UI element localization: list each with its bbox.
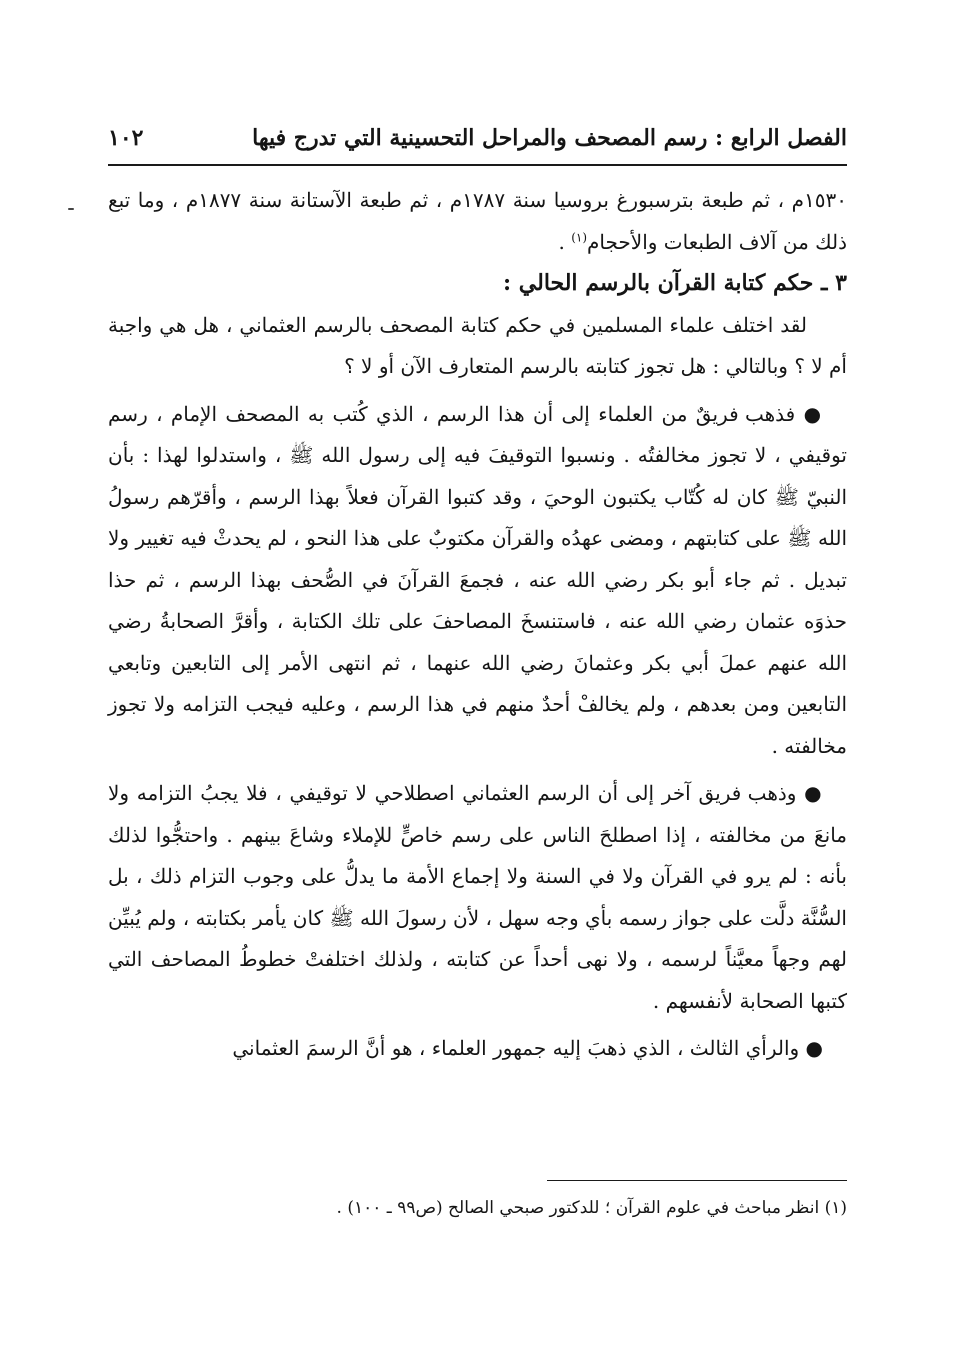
bullet-marker: ● [805, 1036, 823, 1060]
header-rule [108, 164, 847, 166]
bullet-paragraph-second-opinion [108, 773, 847, 1022]
bullet-text: فذهب فريقٌ من العلماء إلى أن هذا الرسم ، الذي كُتب به المصحف الإمام ، رسم توقيفي ، لا تجوز مخالفتُه . ونسبوا التوقيفَ فيه إلى رسول الله ﷺ ، واستدلوا لهذا : بأن النبيّ ﷺ كان له كُتّاب يكتبون الوحيَ ، وقد كتبوا القرآن فعلاً بهذا الرسم ، وأقرّهم رسولُ الله ﷺ على كتابتهم ، ومضى عهدُه والقرآن مكتوبٌ على هذا النحو ، لم يحدثْ فيه تغيير ولا تبديل . ثم جاء أبو بكر رضي الله عنه ، فجمعَ القرآنَ في الصُّحف بهذا الرسم ، ثم حذا حذوَه عثمان رضي الله عنه ، فاستنسخَ المصاحفَ على تلك الكتابة ، وأقرَّ الصحابةُ رضي الله عنهم عملَ أبي بكر وعثمانَ رضي الله عنهما ، ثم انتهى الأمر إلى التابعين وتابعي التابعين ومن بعدهم ، ولم يخالفْ أحدٌ منهم في هذا الرسم ، وعليه فيجب التزامه ولا تجوز مخالفته . [108, 401, 848, 758]
footnote [108, 1193, 847, 1223]
footnote-number: (١) [824, 1198, 847, 1218]
footnote-text: انظر مباحث في علوم القرآن ؛ للدكتور صبحي الصالح (ص٩٩ ـ ١٠٠) . [336, 1198, 820, 1218]
section-intro-paragraph: لقد اختلف علماء المسلمين في حكم كتابة المصحف بالرسم العثماني ، هل هي واجبة أم لا ؟ وبالتالي : هل تجوز كتابته بالرسم المتعارف الآن أو لا ؟ [108, 312, 847, 378]
bullet-marker: ● [804, 781, 823, 805]
chapter-title: الفصل الرابع : رسم المصحف والمراحل التحسينية التي تدرج فيها [252, 125, 847, 151]
intro-paragraph [108, 180, 847, 263]
footnote-rule [547, 1180, 847, 1181]
intro-end: . [558, 229, 572, 254]
page-number: ١٠٢ [108, 125, 144, 151]
bullet-marker: ● [803, 401, 824, 426]
scan-speck [68, 208, 74, 210]
bullet-text: والرأي الثالث ، الذي ذهبَ إليه جمهور العلماء ، هو أنَّ الرسمَ العثماني [232, 1036, 800, 1060]
running-header [108, 118, 847, 158]
bullet-paragraph-first-opinion [108, 394, 847, 768]
main-text [108, 180, 847, 1070]
bullet-text: وذهب فريق آخر إلى أن الرسم العثماني اصطلاحي لا توقيفي ، فلا يجبُ التزامه ولا مانعَ من مخالفته ، إذا اصطلحَ الناس على رسم خاصٍّ للإملاء وشاعَ بينهم . واحتجُّوا لذلك بأنه : لم يرو في القرآن ولا في السنة ولا إجماع الأمة ما يدلُّ على وجوب التزام ذلك ، بل السُّنَّة دلَّت على جواز رسمه بأي وجه سهل ، لأن رسولَ الله ﷺ كان يأمر بكتابته ، ولم يُبيِّن لهم وجهاً معيَّناً لرسمه ، ولا نهى أحداً عن كتابته ، ولذلك اختلفتْ خطوطُ المصاحف التي كتبها الصحابة لأنفسهم . [108, 781, 847, 1013]
bullet-paragraph-third-opinion [108, 1028, 847, 1070]
section-heading: ٣ ـ حكم كتابة القرآن بالرسم الحالي : [503, 270, 847, 296]
footnote-reference: (١) [571, 229, 588, 244]
intro-text: ١٥٣٠م ، ثم طبعة بترسبورغ بروسيا سنة ١٧٨٧م ، ثم طبعة الآستانة سنة ١٨٧٧م ، وما تبع ذلك من آلاف الطبعات والأحجام [108, 188, 848, 254]
